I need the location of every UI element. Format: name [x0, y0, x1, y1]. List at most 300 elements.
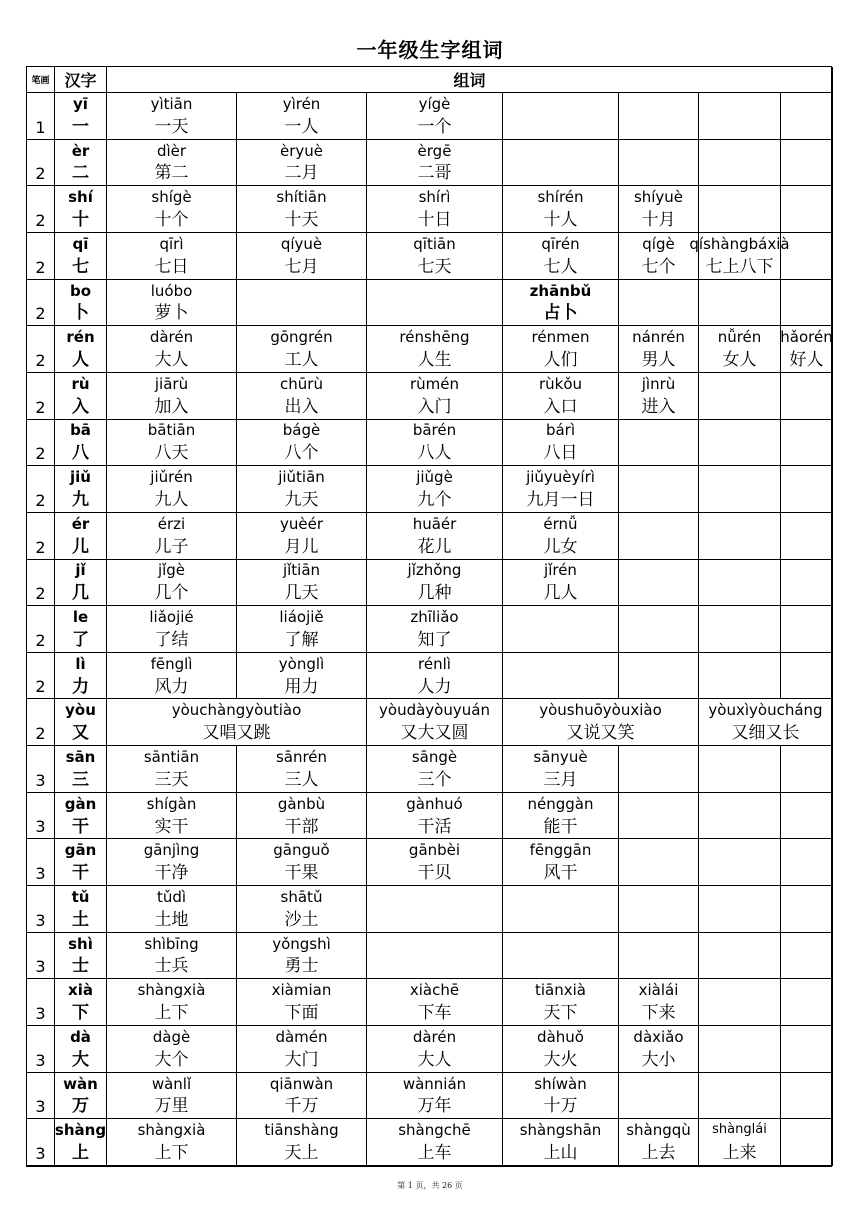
- word-cell: [367, 326, 503, 373]
- empty-cell: [619, 886, 699, 933]
- word-pinyin: hǎorén: [780, 328, 833, 347]
- hanzi-cell: [55, 560, 107, 607]
- word-pinyin: shàngshān: [519, 1121, 602, 1140]
- hanzi-cell: [55, 653, 107, 700]
- hanzi-pinyin: tǔ: [71, 887, 90, 906]
- empty-cell: [699, 373, 781, 420]
- hanzi-cell: [55, 1026, 107, 1073]
- word-cell: [237, 326, 367, 373]
- hanzi-pinyin: bo: [69, 281, 92, 300]
- word-characters: 九人: [154, 489, 189, 510]
- empty-cell: [781, 933, 833, 980]
- word-pinyin: bārén: [412, 421, 457, 440]
- header-hanzi: 汉字: [55, 67, 107, 93]
- word-pinyin: chūrù: [280, 374, 323, 393]
- word-pinyin: jǐrén: [544, 561, 577, 580]
- word-cell: [367, 606, 503, 653]
- hanzi-character: 大: [72, 1049, 89, 1070]
- word-cell: [367, 420, 503, 467]
- hanzi-character: 万: [72, 1096, 89, 1117]
- stroke-count: 2: [27, 280, 55, 327]
- word-characters: 三天: [154, 769, 189, 790]
- word-cell: [503, 746, 619, 793]
- word-cell: [237, 373, 367, 420]
- word-cell: [107, 373, 237, 420]
- hanzi-pinyin: xià: [68, 981, 93, 1000]
- word-characters: 八个: [284, 443, 319, 464]
- hanzi-cell: [55, 466, 107, 513]
- word-pinyin: érnǚ: [543, 514, 578, 533]
- word-cell: [107, 326, 237, 373]
- word-characters: 了结: [154, 629, 189, 650]
- hanzi-character: 三: [72, 769, 89, 790]
- hanzi-character: 士: [72, 956, 89, 977]
- word-pinyin: gānbèi: [408, 841, 461, 860]
- word-characters: 花儿: [417, 536, 452, 557]
- word-pinyin: gōngrén: [270, 328, 333, 347]
- word-pinyin: nǚrén: [717, 328, 762, 347]
- word-cell: [619, 326, 699, 373]
- word-pinyin: èryuè: [279, 141, 323, 160]
- empty-cell: [781, 373, 833, 420]
- word-cell: [107, 233, 237, 280]
- word-characters: 进入: [641, 396, 676, 417]
- stroke-count: 2: [27, 560, 55, 607]
- empty-cell: [699, 979, 781, 1026]
- hanzi-cell: [55, 233, 107, 280]
- word-cell: [367, 560, 503, 607]
- word-pinyin: shànglái: [712, 1122, 767, 1138]
- word-characters: 十月: [641, 210, 676, 231]
- word-pinyin: sānrén: [275, 748, 328, 767]
- word-characters: 干果: [284, 863, 319, 884]
- word-cell: [503, 373, 619, 420]
- empty-cell: [781, 839, 833, 886]
- hanzi-pinyin: rù: [71, 374, 90, 393]
- hanzi-cell: [55, 326, 107, 373]
- hanzi-cell: [55, 140, 107, 187]
- word-cell: [237, 140, 367, 187]
- empty-cell: [781, 140, 833, 187]
- stroke-count: 2: [27, 373, 55, 420]
- word-characters: 实干: [154, 816, 189, 837]
- word-cell: [503, 513, 619, 560]
- empty-cell: [781, 1119, 833, 1166]
- word-cell: [237, 233, 367, 280]
- word-cell: [367, 653, 503, 700]
- word-characters: 大火: [543, 1049, 578, 1070]
- word-cell: [503, 699, 699, 746]
- word-pinyin: shígè: [151, 188, 192, 207]
- hanzi-pinyin: yòu: [65, 701, 96, 720]
- stroke-count: 2: [27, 513, 55, 560]
- empty-cell: [699, 466, 781, 513]
- empty-cell: [619, 746, 699, 793]
- word-pinyin: jiārù: [154, 374, 189, 393]
- word-pinyin: shígàn: [146, 794, 197, 813]
- word-cell: [619, 1119, 699, 1166]
- empty-cell: [781, 93, 833, 140]
- empty-cell: [699, 606, 781, 653]
- empty-cell: [619, 140, 699, 187]
- hanzi-cell: [55, 886, 107, 933]
- word-pinyin: wànnián: [402, 1074, 467, 1093]
- word-pinyin: fēnglì: [150, 654, 193, 673]
- word-cell: [367, 793, 503, 840]
- word-characters: 下来: [641, 1003, 676, 1024]
- word-cell: [367, 233, 503, 280]
- hanzi-character: 上: [72, 1143, 89, 1164]
- word-pinyin: gānguǒ: [273, 841, 330, 860]
- hanzi-cell: [55, 979, 107, 1026]
- word-cell: [107, 933, 237, 980]
- word-cell: [107, 606, 237, 653]
- word-characters: 三个: [417, 769, 452, 790]
- word-pinyin: shàngxià: [137, 1121, 206, 1140]
- word-cell: [781, 326, 833, 373]
- word-characters: 上车: [417, 1143, 452, 1164]
- empty-cell: [699, 839, 781, 886]
- empty-cell: [781, 233, 833, 280]
- hanzi-character: 卜: [72, 303, 89, 324]
- empty-cell: [699, 140, 781, 187]
- empty-cell: [781, 746, 833, 793]
- word-pinyin: luóbo: [150, 281, 193, 300]
- word-pinyin: huāér: [412, 514, 457, 533]
- word-pinyin: jǐgè: [157, 561, 186, 580]
- word-pinyin: dàmén: [275, 1027, 328, 1046]
- hanzi-cell: [55, 186, 107, 233]
- word-characters: 出入: [284, 396, 319, 417]
- word-cell: [107, 140, 237, 187]
- word-cell: [237, 1119, 367, 1166]
- word-pinyin: érzi: [157, 514, 186, 533]
- word-cell: [107, 653, 237, 700]
- word-cell: [689, 233, 790, 280]
- stroke-count: 3: [27, 839, 55, 886]
- word-pinyin: yòushuōyòuxiào: [539, 701, 662, 720]
- word-cell: [107, 420, 237, 467]
- word-cell: [503, 979, 619, 1026]
- hanzi-character: 力: [72, 676, 89, 697]
- word-cell: [107, 1073, 237, 1120]
- word-cell: [107, 1026, 237, 1073]
- word-characters: 大门: [284, 1049, 319, 1070]
- word-characters: 下车: [417, 1003, 452, 1024]
- word-pinyin: jìnrù: [641, 374, 676, 393]
- stroke-count: 1: [27, 93, 55, 140]
- stroke-count: 3: [27, 746, 55, 793]
- hanzi-pinyin: bā: [70, 421, 91, 440]
- word-pinyin: tǔdì: [156, 887, 187, 906]
- empty-cell: [781, 793, 833, 840]
- word-pinyin: xiàmian: [271, 981, 332, 1000]
- empty-cell: [699, 653, 781, 700]
- hanzi-pinyin: gàn: [64, 794, 97, 813]
- hanzi-character: 土: [72, 909, 89, 930]
- word-pinyin: qíshàngbáxià: [689, 234, 790, 253]
- hanzi-pinyin: shí: [68, 188, 93, 207]
- header-stroke: 笔画: [27, 67, 55, 93]
- empty-cell: [699, 93, 781, 140]
- word-characters: 好人: [789, 349, 824, 370]
- hanzi-character: 十: [72, 210, 89, 231]
- word-characters: 上来: [722, 1143, 757, 1164]
- hanzi-character: 下: [72, 1003, 89, 1024]
- empty-cell: [699, 886, 781, 933]
- word-cell: [107, 513, 237, 560]
- empty-cell: [781, 513, 833, 560]
- word-characters: 儿子: [154, 536, 189, 557]
- word-characters: 十个: [154, 210, 189, 231]
- hanzi-cell: [55, 933, 107, 980]
- empty-cell: [781, 653, 833, 700]
- stroke-count: 3: [27, 933, 55, 980]
- hanzi-pinyin: qī: [72, 234, 89, 253]
- hanzi-pinyin: ér: [71, 514, 90, 533]
- empty-cell: [781, 979, 833, 1026]
- stroke-count: 3: [27, 886, 55, 933]
- word-characters: 十人: [543, 210, 578, 231]
- word-pinyin: yìrén: [282, 94, 321, 113]
- hanzi-pinyin: rén: [66, 328, 95, 347]
- word-characters: 几天: [284, 583, 319, 604]
- word-pinyin: jiǔtiān: [278, 468, 325, 487]
- word-pinyin: shíyuè: [633, 188, 684, 207]
- word-cell: [237, 466, 367, 513]
- word-pinyin: liǎojié: [149, 608, 194, 627]
- word-characters: 上下: [154, 1003, 189, 1024]
- word-characters: 了解: [284, 629, 319, 650]
- word-pinyin: jǐtiān: [282, 561, 321, 580]
- word-pinyin: dàrén: [149, 328, 194, 347]
- word-cell: [237, 839, 367, 886]
- hanzi-character: 二: [72, 163, 89, 184]
- word-characters: 干净: [154, 863, 189, 884]
- hanzi-cell: [55, 513, 107, 560]
- hanzi-cell: [55, 93, 107, 140]
- word-characters: 第二: [154, 163, 189, 184]
- word-cell: [619, 186, 699, 233]
- empty-cell: [619, 93, 699, 140]
- empty-cell: [699, 280, 781, 327]
- stroke-count: 2: [27, 606, 55, 653]
- word-pinyin: wànlǐ: [151, 1074, 192, 1093]
- hanzi-character: 八: [72, 443, 89, 464]
- word-characters: 一个: [417, 116, 452, 137]
- word-cell: [107, 793, 237, 840]
- word-cell: [237, 886, 367, 933]
- empty-cell: [699, 933, 781, 980]
- word-characters: 入门: [417, 396, 452, 417]
- word-pinyin: yuèér: [279, 514, 323, 533]
- word-pinyin: shìbīng: [144, 934, 199, 953]
- word-pinyin: shātǔ: [280, 887, 323, 906]
- word-cell: [503, 839, 619, 886]
- empty-cell: [699, 793, 781, 840]
- empty-cell: [699, 513, 781, 560]
- hanzi-character: 儿: [72, 536, 89, 557]
- word-characters: 三月: [543, 769, 578, 790]
- word-characters: 二哥: [417, 163, 452, 184]
- word-cell: [503, 1119, 619, 1166]
- word-characters: 风力: [154, 676, 189, 697]
- word-pinyin: qíyuè: [280, 234, 323, 253]
- word-cell: [367, 513, 503, 560]
- word-characters: 沙土: [284, 909, 319, 930]
- hanzi-pinyin: shì: [68, 934, 93, 953]
- word-cell: [237, 420, 367, 467]
- hanzi-pinyin: sān: [65, 748, 96, 767]
- hanzi-pinyin: jǐ: [75, 561, 86, 580]
- word-pinyin: zhīliǎo: [410, 608, 459, 627]
- empty-cell: [367, 886, 503, 933]
- word-pinyin: shítiān: [276, 188, 327, 207]
- word-pinyin: dàhuǒ: [537, 1027, 584, 1046]
- word-pinyin: yígè: [418, 94, 451, 113]
- word-characters: 七上八下: [705, 256, 774, 277]
- hanzi-character: 又: [72, 723, 89, 744]
- hanzi-character: 几: [72, 583, 89, 604]
- empty-cell: [503, 140, 619, 187]
- word-pinyin: dàgè: [152, 1027, 191, 1046]
- word-characters: 勇士: [284, 956, 319, 977]
- word-cell: [619, 373, 699, 420]
- word-pinyin: qīrì: [159, 234, 184, 253]
- empty-cell: [781, 886, 833, 933]
- empty-cell: [781, 186, 833, 233]
- word-pinyin: shàngxià: [137, 981, 206, 1000]
- word-characters: 女人: [722, 349, 757, 370]
- empty-cell: [619, 513, 699, 560]
- word-pinyin: qīrén: [541, 234, 580, 253]
- word-cell: [503, 326, 619, 373]
- word-characters: 儿女: [543, 536, 578, 557]
- word-characters: 万里: [154, 1096, 189, 1117]
- empty-cell: [503, 606, 619, 653]
- empty-cell: [237, 280, 367, 327]
- stroke-count: 3: [27, 793, 55, 840]
- empty-cell: [699, 560, 781, 607]
- word-cell: [107, 466, 237, 513]
- word-pinyin: èrgē: [417, 141, 452, 160]
- word-characters: 占卜: [543, 303, 578, 324]
- hanzi-pinyin: lì: [75, 654, 86, 673]
- word-characters: 下面: [284, 1003, 319, 1024]
- word-pinyin: jiǔyuèyírì: [526, 468, 595, 487]
- empty-cell: [619, 1073, 699, 1120]
- word-characters: 工人: [284, 349, 319, 370]
- word-pinyin: yìtiān: [150, 94, 193, 113]
- word-characters: 知了: [417, 629, 452, 650]
- word-cell: [237, 1073, 367, 1120]
- word-pinyin: gānjìng: [143, 841, 200, 860]
- empty-cell: [781, 606, 833, 653]
- word-pinyin: sāntiān: [143, 748, 200, 767]
- word-cell: [367, 1073, 503, 1120]
- empty-cell: [367, 933, 503, 980]
- word-characters: 人们: [543, 349, 578, 370]
- word-cell: [699, 699, 833, 746]
- empty-cell: [781, 280, 833, 327]
- word-cell: [503, 186, 619, 233]
- word-pinyin: qiānwàn: [269, 1074, 334, 1093]
- word-characters: 几种: [417, 583, 452, 604]
- word-pinyin: xiàchē: [409, 981, 460, 1000]
- stroke-count: 2: [27, 653, 55, 700]
- word-characters: 几个: [154, 583, 189, 604]
- word-characters: 十日: [417, 210, 452, 231]
- empty-cell: [699, 1073, 781, 1120]
- word-characters: 上下: [154, 1143, 189, 1164]
- word-characters: 大个: [154, 1049, 189, 1070]
- word-cell: [503, 1026, 619, 1073]
- word-cell: [367, 186, 503, 233]
- word-pinyin: gànbù: [277, 794, 326, 813]
- word-characters: 万年: [417, 1096, 452, 1117]
- empty-cell: [699, 186, 781, 233]
- word-characters: 二月: [284, 163, 319, 184]
- word-pinyin: sāngè: [411, 748, 458, 767]
- hanzi-character: 干: [72, 863, 89, 884]
- word-pinyin: xiàlái: [638, 981, 679, 1000]
- hanzi-cell: [55, 1073, 107, 1120]
- word-characters: 七人: [543, 256, 578, 277]
- page-title: 一年级生字组词: [356, 38, 504, 62]
- empty-cell: [619, 560, 699, 607]
- vocabulary-table: [26, 66, 832, 1167]
- word-cell: [503, 1073, 619, 1120]
- word-cell: [367, 93, 503, 140]
- word-characters: 土地: [154, 909, 189, 930]
- word-characters: 风干: [543, 863, 578, 884]
- word-cell: [237, 93, 367, 140]
- stroke-count: 2: [27, 233, 55, 280]
- word-characters: 大人: [417, 1049, 452, 1070]
- word-characters: 人生: [417, 349, 452, 370]
- word-pinyin: shàngqù: [626, 1121, 691, 1140]
- word-characters: 一人: [284, 116, 319, 137]
- hanzi-cell: [55, 1119, 107, 1166]
- word-characters: 上山: [543, 1143, 578, 1164]
- word-pinyin: liáojiě: [279, 608, 324, 627]
- word-pinyin: jǐzhǒng: [407, 561, 462, 580]
- word-pinyin: dàxiǎo: [633, 1027, 684, 1046]
- word-characters: 一天: [154, 116, 189, 137]
- stroke-count: 3: [27, 1073, 55, 1120]
- word-pinyin: shàngchē: [398, 1121, 471, 1140]
- word-characters: 干活: [417, 816, 452, 837]
- empty-cell: [699, 420, 781, 467]
- word-cell: [107, 699, 367, 746]
- word-characters: 天下: [543, 1003, 578, 1024]
- word-cell: [619, 979, 699, 1026]
- word-cell: [619, 1026, 699, 1073]
- word-characters: 几人: [543, 583, 578, 604]
- header-words: 组词: [107, 67, 833, 93]
- word-cell: [367, 1119, 503, 1166]
- hanzi-pinyin: jiǔ: [70, 468, 91, 487]
- hanzi-character: 干: [72, 816, 89, 837]
- word-cell: [107, 979, 237, 1026]
- word-cell: [107, 93, 237, 140]
- word-pinyin: yòuxìyòucháng: [708, 701, 823, 720]
- word-characters: 七个: [641, 256, 676, 277]
- word-cell: [367, 373, 503, 420]
- word-pinyin: jiǔgè: [416, 468, 453, 487]
- empty-cell: [781, 420, 833, 467]
- stroke-count: 3: [27, 979, 55, 1026]
